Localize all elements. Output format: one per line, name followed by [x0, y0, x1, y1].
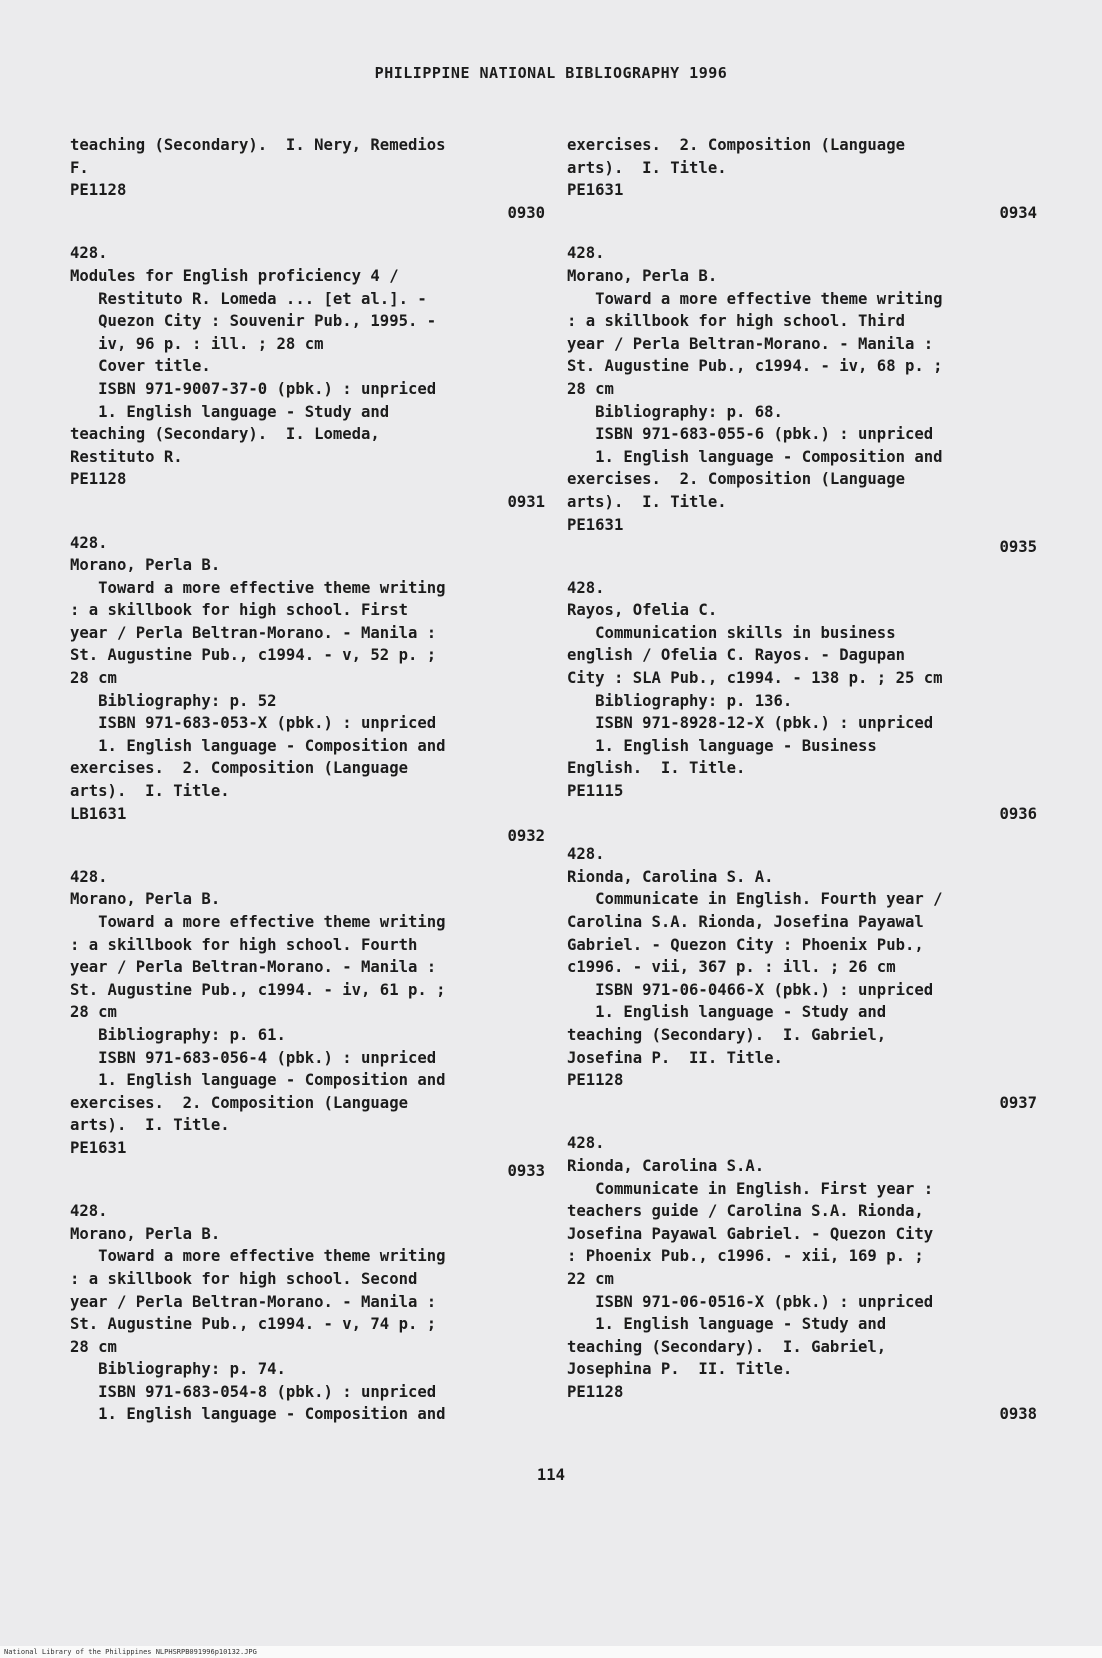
entry-line: 28 cm	[70, 1003, 117, 1022]
entry-line: 428.	[567, 1134, 605, 1153]
bibliography-entry	[70, 1200, 545, 1426]
entry-line: 1. English language - Study and	[70, 402, 390, 421]
scan-source-strip: National Library of the Philippines NLPHSRPB091996p10132.JPG	[0, 1646, 1102, 1658]
entry-gap	[567, 1114, 1037, 1132]
entry-line: F.	[70, 158, 89, 177]
entry-line: : a skillbook for high school. Third	[567, 312, 905, 331]
bibliography-entry	[70, 532, 545, 848]
entry-number: 0932	[507, 827, 545, 846]
bibliography-entry	[70, 242, 545, 513]
entry-line: teaching (Secondary). I. Gabriel,	[567, 1337, 887, 1356]
entry-line: arts). I. Title.	[567, 492, 727, 511]
entry-number: 0930	[507, 203, 545, 222]
entry-line: 428.	[70, 533, 108, 552]
entry-line: year / Perla Beltran-Morano. - Manila :	[70, 623, 437, 642]
entry-gap	[70, 848, 545, 866]
entry-line: 428.	[567, 845, 605, 864]
entry-gap	[70, 1182, 545, 1200]
entry-line: Communicate in English. First year :	[567, 1179, 934, 1198]
entry-number: 0935	[999, 538, 1037, 557]
entry-line: Morano, Perla B.	[70, 556, 221, 575]
entry-line: St. Augustine Pub., c1994. - iv, 68 p. ;	[567, 357, 943, 376]
entry-gap	[70, 224, 545, 242]
entry-line: iv, 96 p. : ill. ; 28 cm	[70, 334, 324, 353]
bibliography-entry	[70, 866, 545, 1182]
entry-line: PE1631	[70, 1138, 127, 1157]
page-number: 114	[536, 1466, 566, 1484]
entry-line: PE1128	[567, 1382, 624, 1401]
entry-line: year / Perla Beltran-Morano. - Manila :	[70, 958, 437, 977]
entry-line: year / Perla Beltran-Morano. - Manila :	[70, 1292, 437, 1311]
entry-line: PE1128	[70, 181, 127, 200]
bibliography-entry	[567, 577, 1037, 826]
entry-line: arts). I. Title.	[70, 1116, 230, 1135]
entry-line: 1. English language - Composition and	[567, 447, 943, 466]
entry-number: 0934	[999, 203, 1037, 222]
entry-line: Josephina P. II. Title.	[567, 1360, 793, 1379]
entry-line: 28 cm	[567, 379, 614, 398]
entry-line: Toward a more effective theme writing	[70, 1247, 446, 1266]
bibliography-entry	[567, 242, 1037, 558]
entry-line: teachers guide / Carolina S.A. Rionda,	[567, 1202, 924, 1221]
entry-line: Bibliography: p. 61.	[70, 1025, 286, 1044]
entry-line: arts). I. Title.	[70, 782, 230, 801]
entry-line: Morano, Perla B.	[567, 266, 718, 285]
entry-line: Restituto R. Lomeda ... [et al.]. -	[70, 289, 427, 308]
entry-line: exercises. 2. Composition (Language	[70, 1093, 408, 1112]
entry-line: exercises. 2. Composition (Language	[70, 759, 408, 778]
entry-line: Josefina Payawal Gabriel. - Quezon City	[567, 1224, 934, 1243]
entry-line: PE1631	[567, 181, 624, 200]
left-column	[70, 134, 545, 1426]
entry-line: St. Augustine Pub., c1994. - v, 52 p. ;	[70, 646, 437, 665]
bibliography-entry	[70, 134, 545, 224]
entry-line: Communication skills in business	[567, 623, 896, 642]
entry-line: Toward a more effective theme writing	[567, 289, 943, 308]
entry-line: Modules for English proficiency 4 /	[70, 266, 399, 285]
entry-line: 428.	[70, 244, 108, 263]
entry-line: Bibliography: p. 136.	[567, 691, 793, 710]
entry-line: english / Ofelia C. Rayos. - Dagupan	[567, 646, 905, 665]
entry-line: : a skillbook for high school. First	[70, 601, 408, 620]
entry-line: Cover title.	[70, 357, 211, 376]
entry-line: ISBN 971-8928-12-X (pbk.) : unpriced	[567, 714, 934, 733]
entry-line: St. Augustine Pub., c1994. - iv, 61 p. ;	[70, 980, 446, 999]
entry-line: Rionda, Carolina S.A.	[567, 1156, 765, 1175]
entry-line: 1. English language - Business	[567, 736, 877, 755]
entry-line: ISBN 971-06-0516-X (pbk.) : unpriced	[567, 1292, 934, 1311]
entry-line: 1. English language - Study and	[567, 1003, 887, 1022]
entry-line: : a skillbook for high school. Fourth	[70, 935, 418, 954]
entry-line: PE1128	[70, 470, 127, 489]
entry-line: 1. English language - Composition and	[70, 736, 446, 755]
entry-line: Toward a more effective theme writing	[70, 913, 446, 931]
entry-number: 0938	[999, 1405, 1037, 1424]
entry-line: : Phoenix Pub., c1996. - xii, 169 p. ;	[567, 1247, 924, 1266]
entry-line: 428.	[567, 244, 605, 263]
entry-line: ISBN 971-683-053-X (pbk.) : unpriced	[70, 714, 437, 733]
entry-line: Morano, Perla B.	[70, 890, 221, 909]
entry-line: Gabriel. - Quezon City : Phoenix Pub.,	[567, 935, 924, 954]
entry-line: Bibliography: p. 68.	[567, 402, 783, 421]
entry-gap	[567, 559, 1037, 577]
entry-line: 28 cm	[70, 669, 117, 688]
entry-line: ISBN 971-06-0466-X (pbk.) : unpriced	[567, 980, 934, 999]
entry-line: Josefina P. II. Title.	[567, 1048, 783, 1067]
entry-line: arts). I. Title.	[567, 158, 727, 177]
entry-line: ISBN 971-9007-37-0 (pbk.) : unpriced	[70, 379, 437, 398]
entry-line: Morano, Perla B.	[70, 1224, 221, 1243]
bibliography-entry	[567, 1132, 1037, 1426]
entry-line: teaching (Secondary). I. Lomeda,	[70, 425, 380, 444]
entry-line: 28 cm	[70, 1337, 117, 1356]
entry-line: Bibliography: p. 52	[70, 691, 277, 710]
entry-line: c1996. - vii, 367 p. : ill. ; 26 cm	[567, 958, 896, 977]
bibliography-entry	[567, 843, 1037, 1114]
entry-gap	[567, 224, 1037, 242]
entry-line: 428.	[70, 867, 108, 886]
entry-line: ISBN 971-683-054-8 (pbk.) : unpriced	[70, 1382, 437, 1401]
entry-line: PE1128	[567, 1071, 624, 1090]
entry-line: 428.	[70, 1202, 108, 1221]
entry-line: 428.	[567, 578, 605, 597]
entry-line: Restituto R.	[70, 447, 183, 466]
entry-line: LB1631	[70, 804, 127, 823]
entry-number: 0933	[507, 1161, 545, 1180]
entry-line: St. Augustine Pub., c1994. - v, 74 p. ;	[70, 1315, 437, 1334]
entry-line: 22 cm	[567, 1269, 614, 1288]
entry-line: PE1631	[567, 515, 624, 534]
entry-line: Rionda, Carolina S. A.	[567, 867, 774, 886]
entry-gap	[567, 825, 1037, 843]
entry-line: : a skillbook for high school. Second	[70, 1269, 418, 1288]
entry-number: 0931	[507, 492, 545, 511]
entry-line: PE1115	[567, 782, 624, 801]
entry-gap	[70, 514, 545, 532]
entry-line: year / Perla Beltran-Morano. - Manila :	[567, 334, 934, 353]
entry-line: Rayos, Ofelia C.	[567, 601, 718, 620]
entry-line: 1. English language - Composition and	[70, 1405, 446, 1424]
entry-line: ISBN 971-683-055-6 (pbk.) : unpriced	[567, 425, 934, 444]
entry-number: 0936	[999, 804, 1037, 823]
entry-line: teaching (Secondary). I. Gabriel,	[567, 1025, 887, 1044]
entry-line: 1. English language - Composition and	[70, 1071, 446, 1090]
entry-line: City : SLA Pub., c1994. - 138 p. ; 25 cm	[567, 669, 943, 688]
right-column	[567, 134, 1037, 1426]
entry-line: Carolina S.A. Rionda, Josefina Payawal	[567, 913, 924, 931]
entry-line: teaching (Secondary). I. Nery, Remedios	[70, 136, 446, 154]
entry-line: English. I. Title.	[567, 759, 746, 778]
entry-line: exercises. 2. Composition (Language	[567, 470, 905, 489]
page-title: PHILIPPINE NATIONAL BIBLIOGRAPHY 1996	[374, 64, 728, 82]
entry-line: Toward a more effective theme writing	[70, 578, 446, 597]
entry-number: 0937	[999, 1093, 1037, 1112]
entry-line: Communicate in English. Fourth year /	[567, 890, 943, 909]
entry-line: ISBN 971-683-056-4 (pbk.) : unpriced	[70, 1048, 437, 1067]
bibliography-entry	[567, 134, 1037, 224]
entry-line: Quezon City : Souvenir Pub., 1995. -	[70, 312, 437, 331]
entry-line: Bibliography: p. 74.	[70, 1360, 286, 1379]
entry-line: 1. English language - Study and	[567, 1315, 887, 1334]
entry-line: exercises. 2. Composition (Language	[567, 136, 905, 154]
